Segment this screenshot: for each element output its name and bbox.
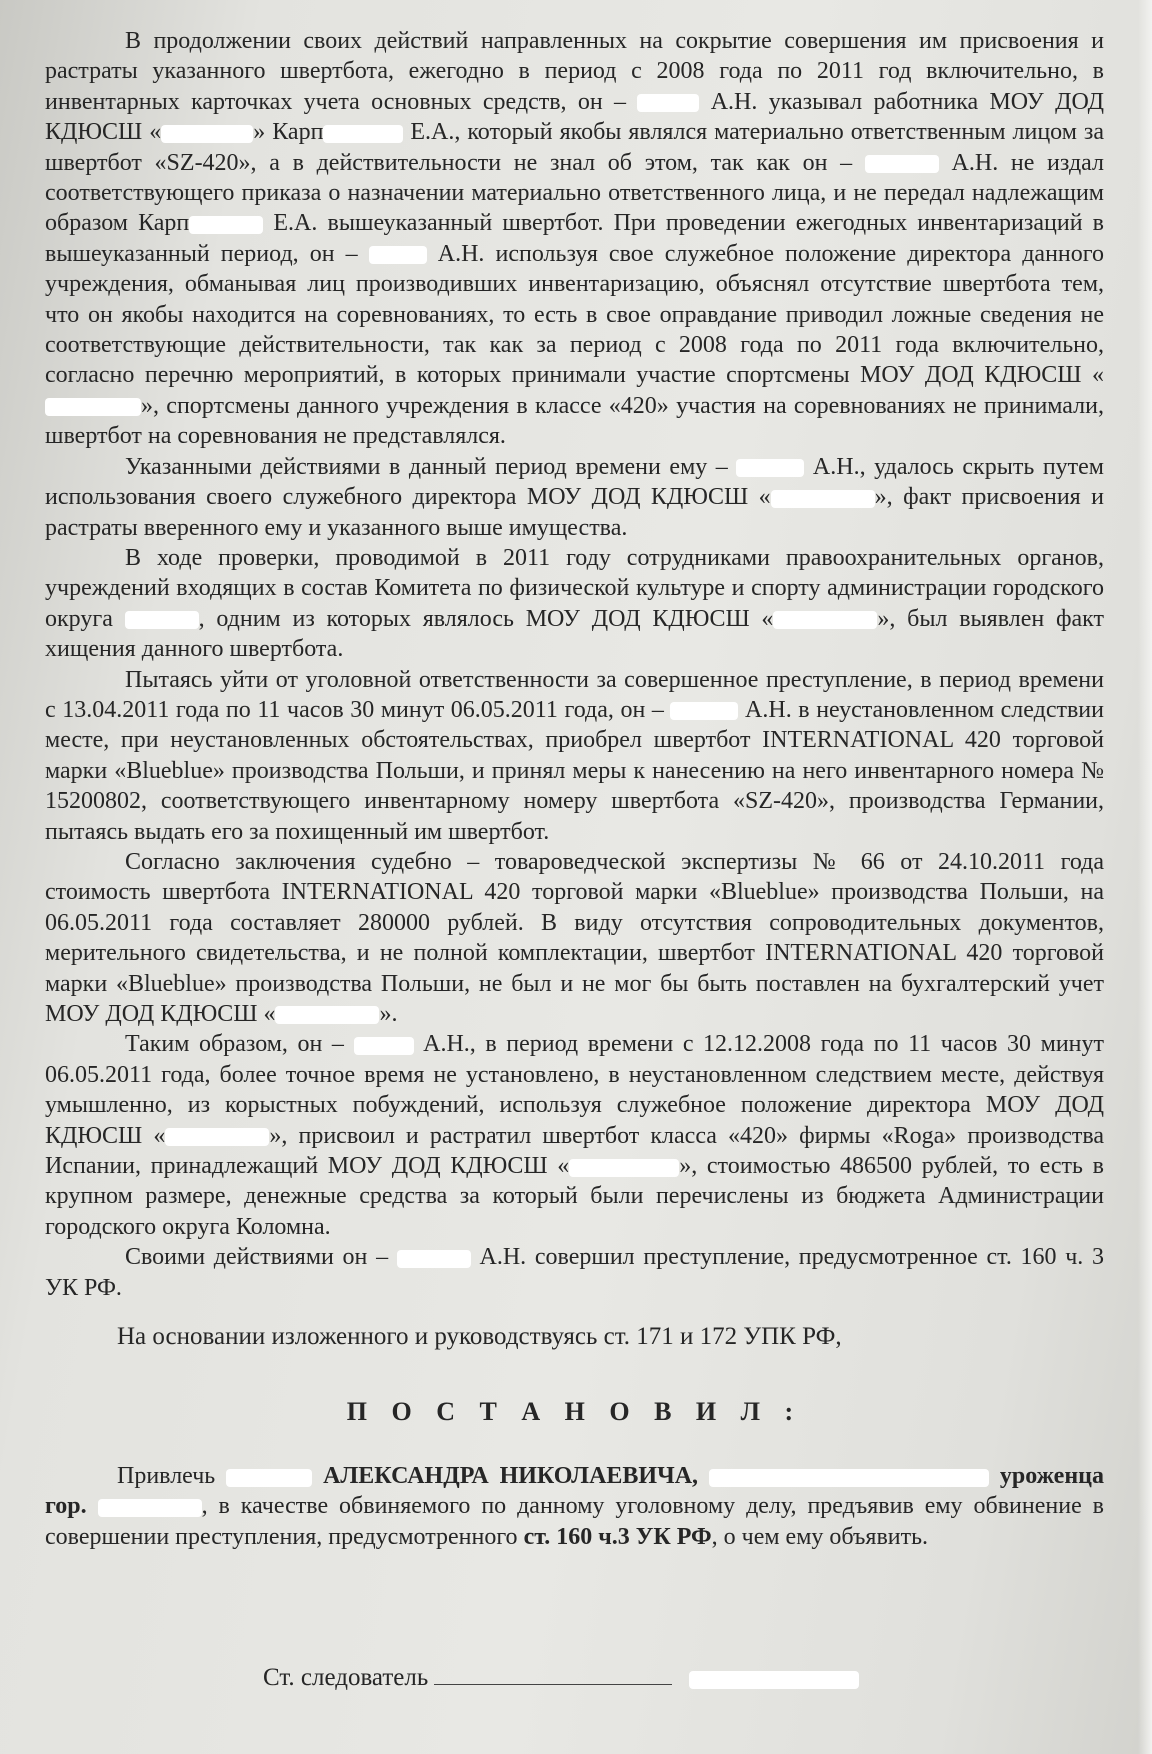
redaction [45, 398, 141, 416]
redaction [189, 216, 263, 234]
birthplace-label: уроженца гор. [45, 1463, 1104, 1520]
signature-label: Ст. следователь [263, 1664, 429, 1692]
paragraph-expertise: Согласно заключения судебно – товароведческой экспертизы № 66 от 24.10.2011 года стоимость швертбота INTERNATIONAL 420 торговой марки «Blueblue» производства Польши, на 06.05.2011 года составляет 280000 рублей. В виду отсутствия сопроводительных документов, мерительного свидетельства, и не полной комплектации, швертбот INTERNATIONAL 420 торговой марки «Blueblue» производства Польши, не был и не мог бы быть поставлен на бухгалтерский учет МОУ ДОД КДЮСШ « ». [45, 848, 1104, 1027]
redaction [865, 155, 939, 173]
redaction [569, 1159, 679, 1177]
paragraph-concealment: В продолжении своих действий направленных на сокрытие совершения им присвоения и растраты указанного швертбота, ежегодно в период с 2008 года по 2011 год включительно, в инвентарных карточках учета основных средств, он – А.Н. указывал работника МОУ ДОД КДЮСШ « » Карп Е.А., который якобы являлся материально ответственным лицом за швертбот «SZ-420», а в действительности не знал об этом, так как он – А.Н. не издал соответствующего приказа о назначении материально ответственного лица, и не передал надлежащим образом Карп Е.А. вышеуказанный швертбот. При проведении ежегодных инвентаризаций в вышеуказанный период, он – А.Н. используя свое служебное положение директора данного учреждения, обманывая лиц производивших инвентаризацию, объяснял отсутствие швертбота тем, что он якобы находится на соревнованиях, то есть в свое оправдание приводил ложные сведения не соответствующие действительности, так как за период с 2008 года по 2011 года включительно, согласно перечню мероприятий, в которых принимали участие спортсмены МОУ ДОД КДЮСШ «», спортсмены данного учреждения в классе «420» участия на соревнованиях не принимали, швертбот на соревнования не представлялся. [45, 28, 1105, 450]
redaction [709, 1469, 989, 1487]
signature-line [434, 1684, 672, 1685]
redaction [637, 94, 699, 112]
redaction [98, 1499, 202, 1517]
redaction [275, 1006, 379, 1024]
paragraph-conclusion: Таким образом, он – А.Н., в период времени с 12.12.2008 года по 11 часов 30 минут 06.05.2011 года, более точное время не установлено, в неустановленном следствием месте, действуя умышленно, из корыстных побуждений, используя служебное положение директора МОУ ДОД КДЮСШ « », присвоил и растратил швертбот класса «420» фирмы «Roga» производства Испании, принадлежащий МОУ ДОД КДЮСШ « », стоимостью 486500 рублей, то есть в крупном размере, денежные средства за который были перечислены из бюджета Администрации городского округа Коломна. [45, 1031, 1105, 1240]
redaction [354, 1037, 414, 1055]
redaction [323, 125, 403, 143]
redaction [165, 1128, 269, 1146]
redaction [397, 1250, 471, 1268]
resolution-heading: П О С Т А Н О В И Л : [346, 1397, 803, 1427]
redaction [689, 1671, 859, 1689]
article-reference: ст. 160 ч.3 УК РФ [523, 1523, 712, 1550]
paragraph-charge: Привлечь АЛЕКСАНДРА НИКОЛАЕВИЧА, уроженца гор. , в качестве обвиняемого по данному уголовному делу, предъявив ему обвинение в совершении преступления, предусмотренного ст. 160 ч.3 УК РФ, о чем ему объявить. [45, 1463, 1104, 1550]
accused-name: АЛЕКСАНДРА НИКОЛАЕВИЧА, [323, 1463, 699, 1490]
legal-basis: На основании изложенного и руководствуясь ст. 171 и 172 УПК РФ, [117, 1323, 842, 1351]
paragraph-replacement: Пытаясь уйти от уголовной ответственности за совершенное преступление, в период времени с 13.04.2011 года по 11 часов 30 минут 06.05.2011 года, он – А.Н. в неустановленном следствии месте, при неустановленных обстоятельствах, приобрел швертбот INTERNATIONAL 420 торговой марки «Blueblue» производства Польши, и принял меры к нанесению на него инвентарного номера № 15200802, соответствующего инвентарному номеру швертбота «SZ-420», производства Германии, пытаясь выдать его за похищенный им швертбот. [45, 666, 1104, 845]
redaction [369, 246, 427, 264]
redaction [670, 702, 738, 720]
redaction [125, 611, 199, 629]
signature-block [263, 1664, 1104, 1692]
paragraph-crime: Своими действиями он – А.Н. совершил преступление, предусмотренное ст. 160 ч. 3 УК РФ. [45, 1244, 1104, 1301]
redaction [773, 611, 877, 629]
paragraph-inspection: В ходе проверки, проводимой в 2011 году сотрудниками правоохранительных органов, учреждений входящих в состав Комитета по физической культуре и спорту администрации городского округа , одним из которых являлось МОУ ДОД КДЮСШ « », был выявлен факт хищения данного швертбота. [45, 544, 1104, 663]
redaction [736, 459, 804, 477]
redaction [161, 125, 253, 143]
redaction [226, 1469, 312, 1487]
redaction [771, 490, 875, 508]
paragraph-hiding: Указанными действиями в данный период времени ему – А.Н., удалось скрыть путем использования своего служебного директора МОУ ДОД КДЮСШ « », факт присвоения и растраты вверенного ему и указанного выше имущества. [45, 453, 1104, 541]
